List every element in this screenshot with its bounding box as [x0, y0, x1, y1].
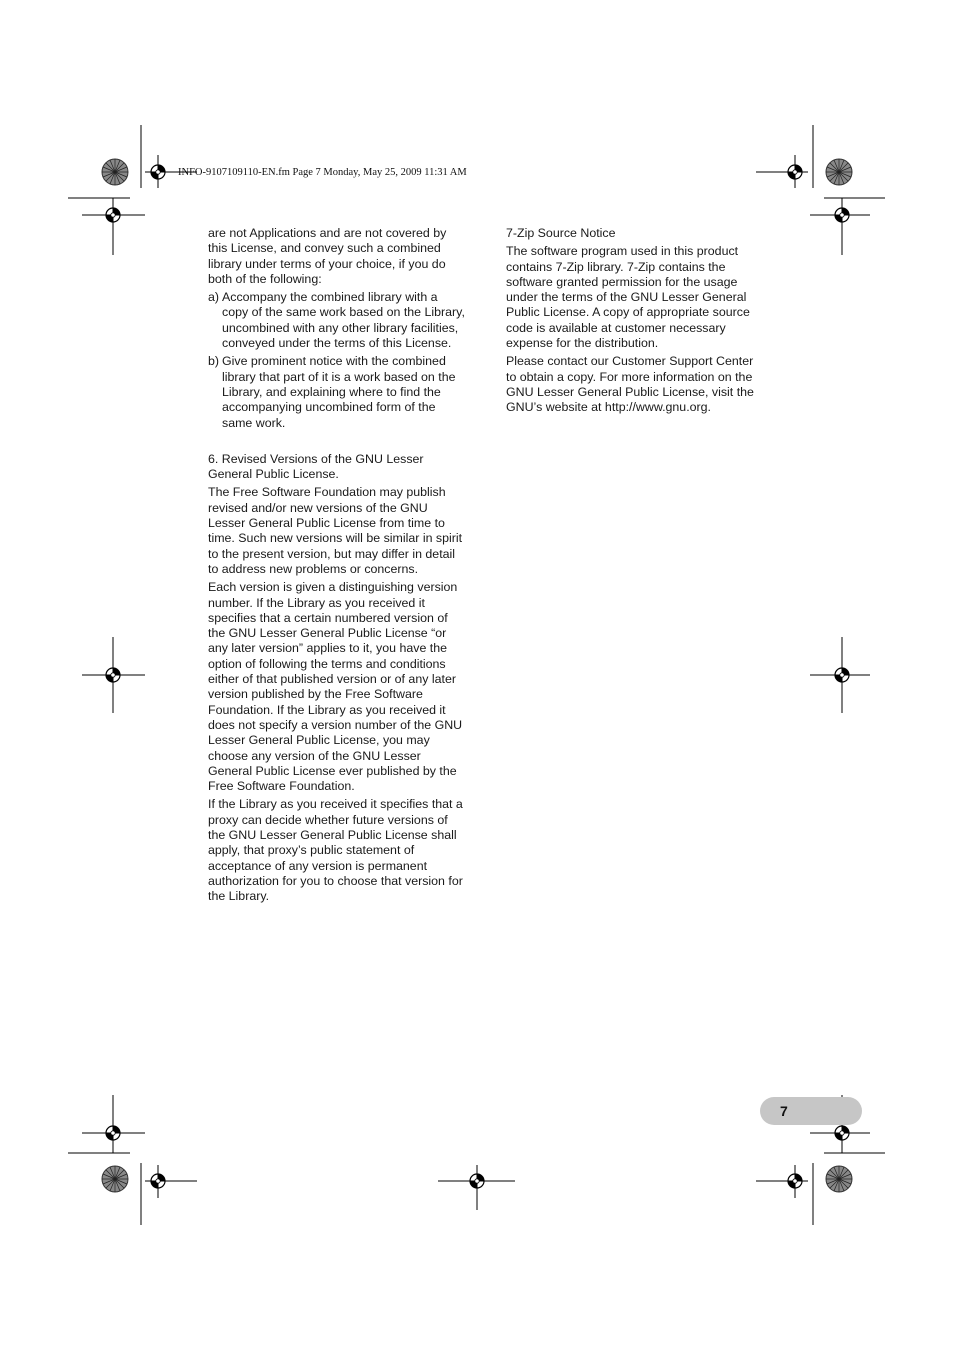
body-paragraph: Please contact our Customer Support Center to obtain a copy. For more information on the GNU Lesser General Public License, visit the GNU’s website at http://www.gnu.org.	[506, 354, 754, 415]
left-column	[208, 226, 466, 907]
list-item-text: Accompany the combined library with a copy of the same work based on the Library, uncombined with any other library facilities, conveyed under the terms of this License.	[222, 290, 465, 351]
page-number-tab	[760, 1097, 862, 1125]
section-heading: 6. Revised Versions of the GNU Lesser General Public License.	[208, 451, 424, 482]
body-paragraph: The software program used in this product contains 7-Zip library. 7-Zip contains the software granted permission for the usage under the terms of the GNU Lesser General Public License. A copy of appropriate source code is available at customer necessary expense for the distribution.	[506, 244, 750, 351]
file-header-slug: INFO-9107109110-EN.fm Page 7 Monday, May 25, 2009 11:31 AM	[178, 167, 467, 178]
body-paragraph: If the Library as you received it specifies that a proxy can decide whether future versions of the GNU Lesser General Public License shall apply, that proxy’s public statement of acceptance of any version is permanent authorization for you to choose that version for the Library.	[208, 797, 463, 904]
list-marker: a)	[208, 290, 220, 305]
page-number: 7	[780, 1103, 788, 1119]
list-item-text: Give prominent notice with the combined library that part of it is a work based on the Library, and explaining where to find the accompanying uncombined form of the same work.	[222, 354, 456, 430]
list-item-a	[208, 290, 466, 351]
body-paragraph: The Free Software Foundation may publish revised and/or new versions of the GNU Lesser General Public License from time to time. Such new versions will be similar in spirit to the present version, but may differ in detail to address new problems or concerns.	[208, 485, 463, 576]
section-heading: 7-Zip Source Notice	[506, 226, 616, 240]
list-marker: b)	[208, 354, 220, 369]
right-column	[506, 226, 764, 419]
body-paragraph: Each version is given a distinguishing version number. If the Library as you received it specifies that a certain numbered version of the GNU Lesser General Public License “or any later version” applies to it, you have the option of following the terms and conditions either of that published version or of any later version published by the Free Software Foundation. If the Library as you received it does not specify a version number of the GNU Lesser General Public License, you may choose any version of the GNU Lesser General Public License ever published by the Free Software Foundation.	[208, 580, 463, 794]
section-gap	[208, 434, 466, 452]
list-item-b	[208, 354, 466, 430]
intro-paragraph: are not Applications and are not covered by this License, and convey such a combined library under terms of your choice, if you do both of the following:	[208, 226, 447, 286]
